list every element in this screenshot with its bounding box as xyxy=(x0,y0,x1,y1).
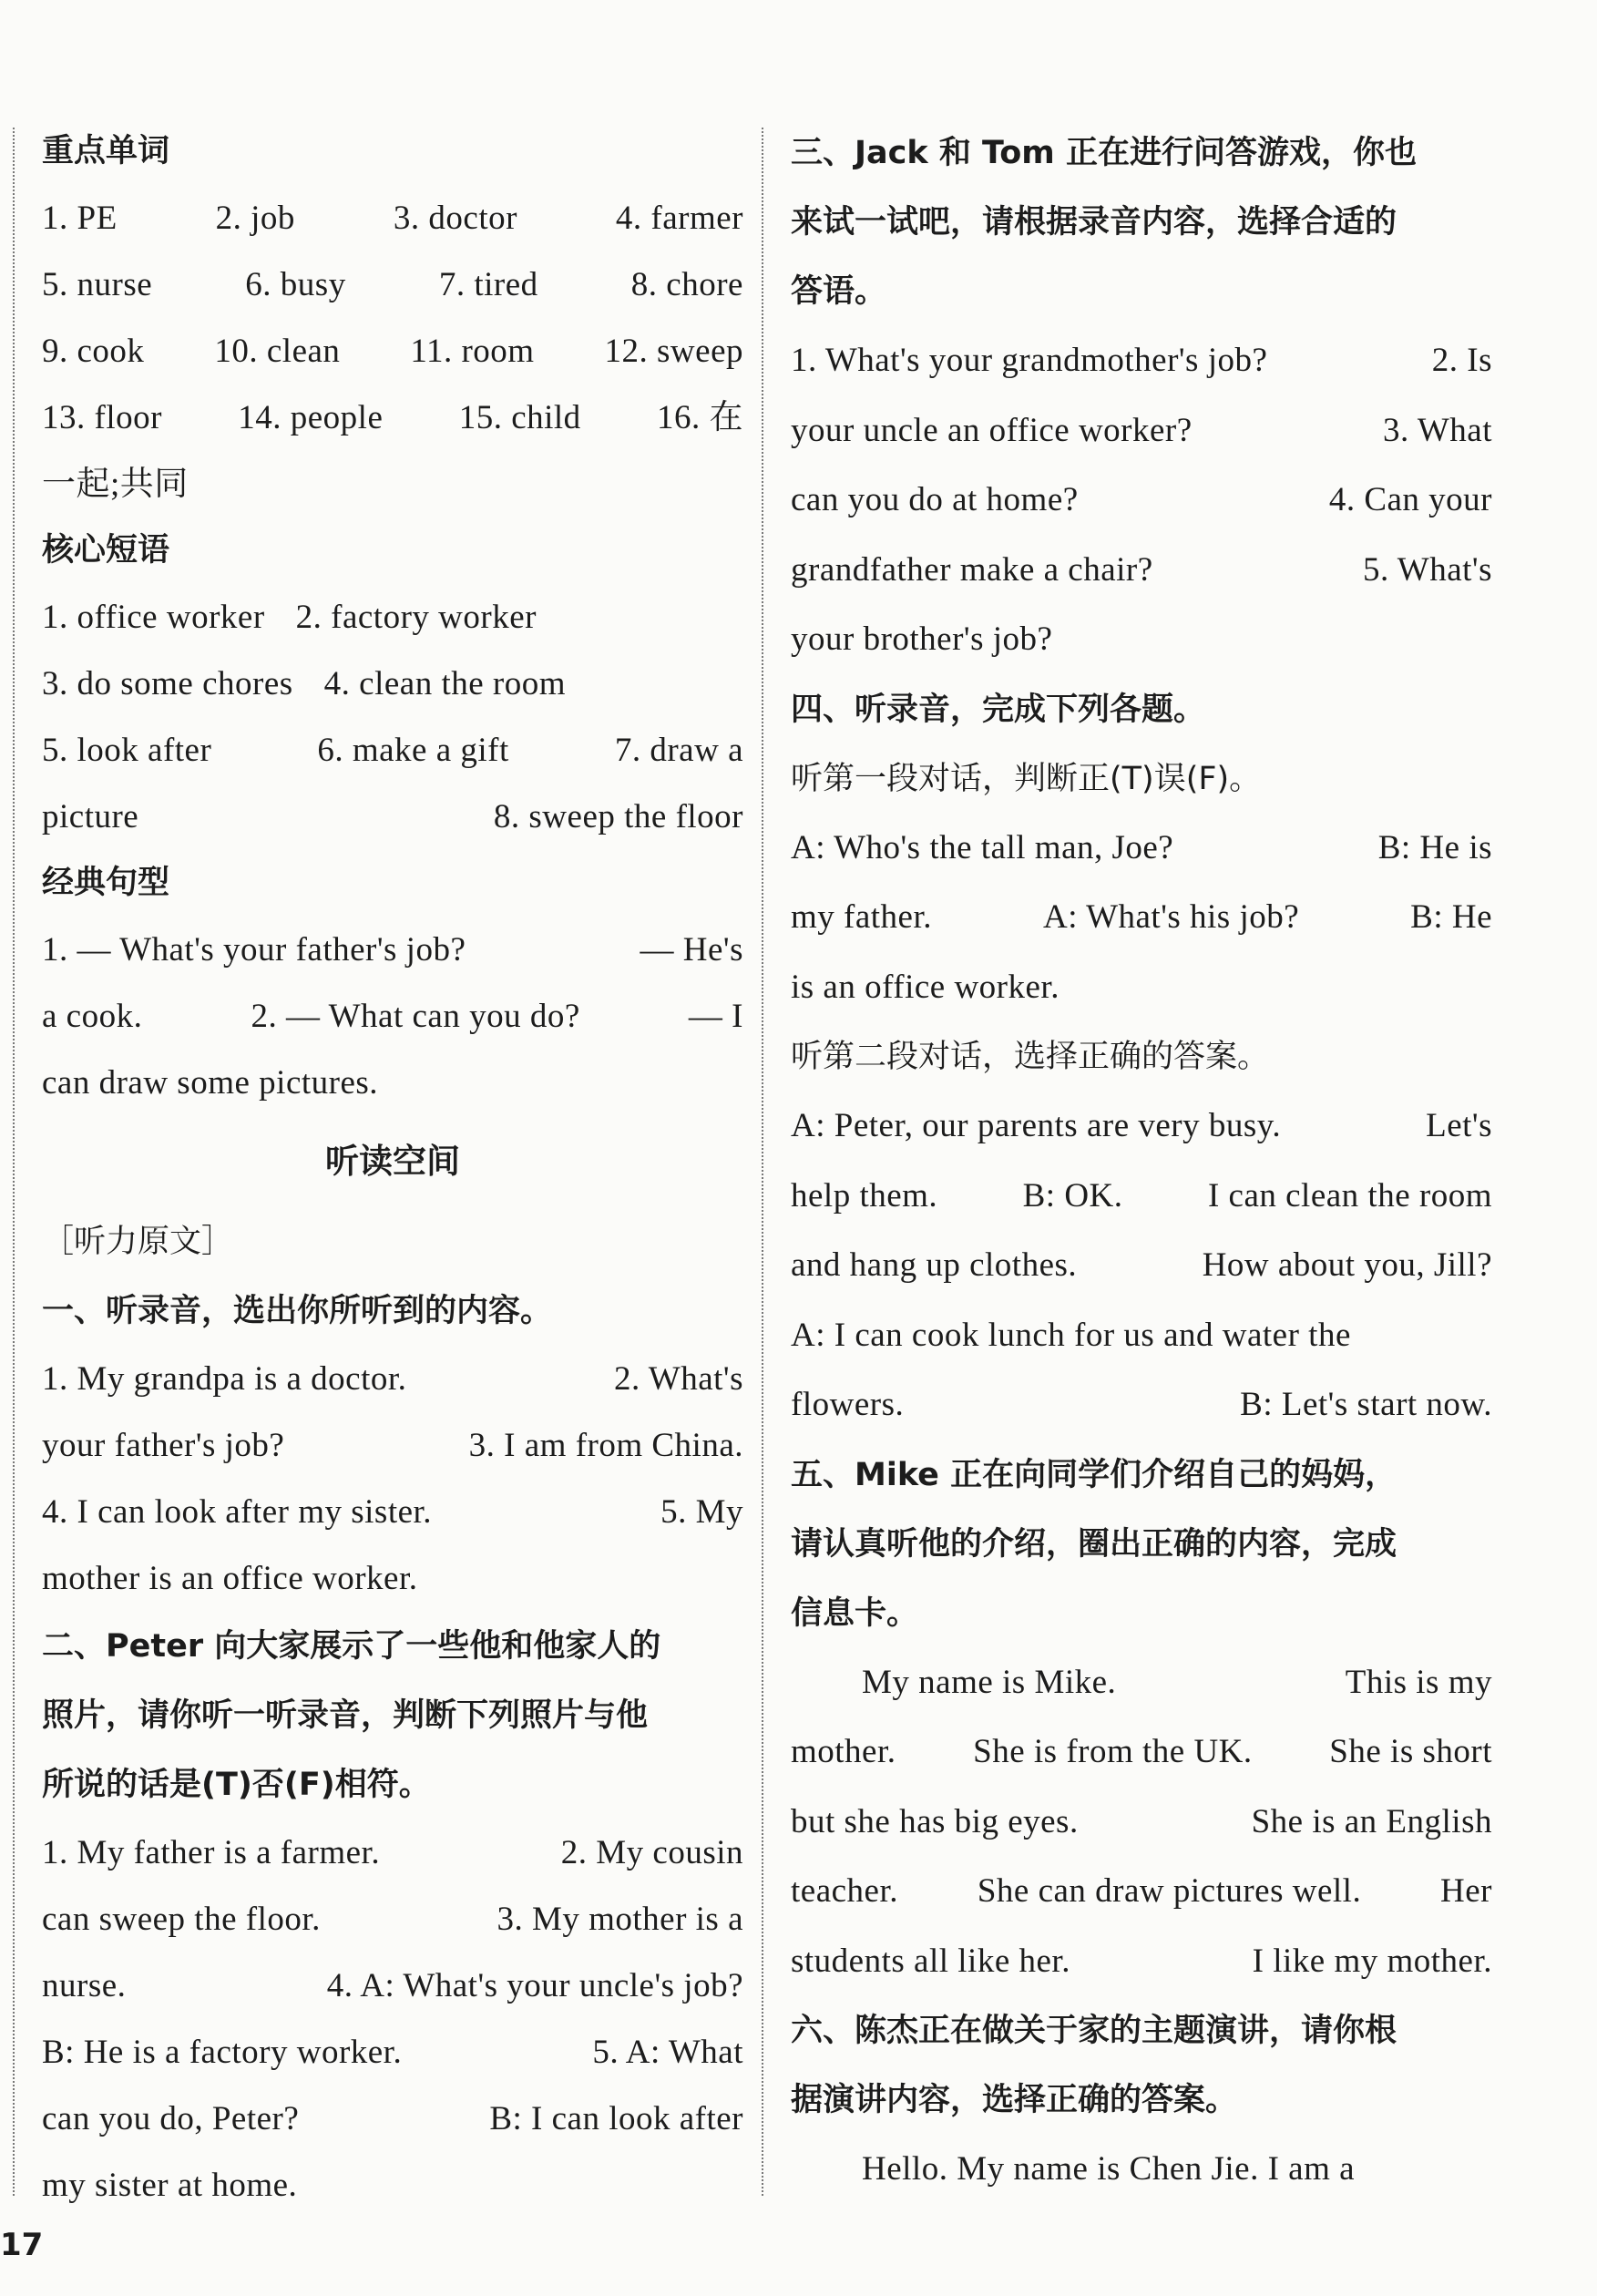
question-2-title-line: 照片，请你听一听录音，判断下列照片与他 xyxy=(42,1697,649,1734)
q4-dialogue-1-line xyxy=(791,814,1492,884)
q1-line xyxy=(42,1479,743,1545)
q4-dialogue-2-line-part: B: OK. xyxy=(1022,1176,1123,1215)
q4-dialogue-1-line xyxy=(791,883,1492,953)
q2-line xyxy=(42,2019,743,2086)
q4-dialogue-2-line-part: A: Peter, our parents are very busy. xyxy=(791,1107,1282,1144)
q2-line-part: nurse. xyxy=(42,1967,127,2004)
q2-line-part: can you do, Peter? xyxy=(42,2100,300,2137)
q3-line xyxy=(791,396,1492,466)
question-2-title-line: 二、Peter 向大家展示了一些他和他家人的 xyxy=(42,1628,661,1665)
phrase-row-part: 3. do some chores xyxy=(42,665,293,702)
q4-dialogue-2-line xyxy=(791,1162,1492,1232)
q2-line-part: 2. My cousin xyxy=(560,1834,743,1871)
q1-line-part: 3. I am from China. xyxy=(468,1427,743,1464)
phrase-row xyxy=(42,584,743,651)
question-2-title-line: 所说的话是(T)否(F)相符。 xyxy=(42,1767,431,1803)
page-number: 17 xyxy=(0,2227,44,2263)
question-5-title-line: 五、Mike 正在向同学们介绍自己的妈妈， xyxy=(791,1456,1397,1493)
heading-core-phrases: 核心短语 xyxy=(42,532,170,569)
q5-line-part: but she has big eyes. xyxy=(791,1802,1079,1840)
word-row-part: 14. people xyxy=(238,399,384,436)
q5-line-part: She is an English xyxy=(1251,1802,1492,1840)
word-row-part: 5. nurse xyxy=(42,266,153,303)
q5-line-part: mother. xyxy=(791,1733,896,1770)
q2-line xyxy=(42,2086,743,2152)
q1-line-part: 1. My grandpa is a doctor. xyxy=(42,1360,407,1398)
sentence-row-part: 1. — What's your father's job? xyxy=(42,931,466,969)
q2-line-part: B: I can look after xyxy=(489,2100,743,2137)
q5-line-part: She can draw pictures well. xyxy=(977,1872,1362,1910)
q5-line xyxy=(791,1717,1492,1788)
question-3-title-line: 三、Jack 和 Tom 正在进行问答游戏，你也 xyxy=(791,135,1417,171)
q5-line xyxy=(791,1648,1492,1718)
heading-sentence-patterns: 经典句型 xyxy=(42,865,170,901)
q5-line xyxy=(791,1927,1492,1997)
q3-line-part: can you do at home? xyxy=(791,481,1079,518)
word-row xyxy=(42,251,743,318)
question-1-title: 一、听录音，选出你所听到的内容。 xyxy=(42,1293,553,1329)
word-row-part: 4. farmer xyxy=(615,200,743,237)
word-row-part: 10. clean xyxy=(214,333,341,370)
question-5-title-line: 信息卡。 xyxy=(791,1594,919,1632)
left-margin-divider xyxy=(13,128,15,2196)
word-row-part: 9. cook xyxy=(42,333,145,370)
q2-line-part: B: He is a factory worker. xyxy=(42,2034,403,2071)
q5-line-part: My name is Mike. xyxy=(862,1663,1117,1701)
q4-dialogue-2-line-part: B: Let's start now. xyxy=(1240,1386,1492,1423)
question-5-title-line: 请认真听他的介绍，圈出正确的内容，完成 xyxy=(791,1525,1397,1563)
q2-line-part: can sweep the floor. xyxy=(42,1901,321,1938)
question-4-sub-2: 听第二段对话，选择正确的答案。 xyxy=(791,1039,1270,1075)
q4-dialogue-2-line xyxy=(791,1092,1492,1162)
q3-line-part: grandfather make a chair? xyxy=(791,550,1153,589)
q5-line-part: She is from the UK. xyxy=(973,1733,1253,1770)
phrase-row-part: 8. sweep the floor xyxy=(493,798,743,835)
sentence-row xyxy=(42,983,743,1050)
q4-dialogue-1-line-part: is an office worker. xyxy=(791,968,1060,1006)
question-4-title: 四、听录音，完成下列各题。 xyxy=(791,691,1206,728)
q1-line-part: your father's job? xyxy=(42,1427,285,1464)
q2-line-part: 3. My mother is a xyxy=(497,1901,743,1938)
column-divider xyxy=(762,128,763,2196)
word-row-part: 13. floor xyxy=(42,399,162,436)
q4-dialogue-2-line-part: How about you, Jill? xyxy=(1202,1246,1492,1284)
q4-dialogue-2-line-part: help them. xyxy=(791,1176,938,1215)
word-row xyxy=(42,384,743,451)
phrase-row-part: 6. make a gift xyxy=(317,732,509,769)
q4-dialogue-1-line xyxy=(791,953,1492,1023)
q5-line xyxy=(791,1857,1492,1927)
q4-dialogue-2-line-part: flowers. xyxy=(791,1386,905,1423)
q4-dialogue-2-line xyxy=(791,1370,1492,1440)
q3-line xyxy=(791,326,1492,396)
word-row-part: 3. doctor xyxy=(393,200,517,237)
word-row-part: 7. tired xyxy=(438,266,538,303)
sentence-row xyxy=(42,917,743,983)
q5-line xyxy=(791,1788,1492,1858)
q3-line-part: your brother's job? xyxy=(791,620,1053,658)
q3-line-part: your uncle an office worker? xyxy=(791,411,1193,449)
sentence-row-part: a cook. xyxy=(42,998,143,1035)
q4-dialogue-1-line-part: A: Who's the tall man, Joe? xyxy=(791,828,1174,866)
q4-dialogue-2-line xyxy=(791,1231,1492,1301)
q1-line xyxy=(42,1346,743,1412)
word-row-part: 16. 在 xyxy=(656,399,743,436)
word-row xyxy=(42,318,743,384)
sentence-row-part: — He's xyxy=(640,931,743,969)
word-row xyxy=(42,185,743,251)
phrase-row-part: 2. factory worker xyxy=(295,599,537,636)
q1-line xyxy=(42,1412,743,1479)
phrase-row-part: 5. look after xyxy=(42,732,212,769)
q5-line-part: I like my mother. xyxy=(1252,1942,1492,1980)
q3-line-part: 4. Can your xyxy=(1328,481,1492,518)
word-row-part: 15. child xyxy=(458,399,581,436)
sentence-row-part: can draw some pictures. xyxy=(42,1064,379,1102)
phrase-row-part: 1. office worker xyxy=(42,599,265,636)
q2-line-part: 4. A: What's your uncle's job? xyxy=(326,1967,743,2004)
q2-line xyxy=(42,1819,743,1886)
phrase-row-part: 7. draw a xyxy=(614,732,743,769)
q4-dialogue-2-line-part: and hang up clothes. xyxy=(791,1246,1078,1284)
phrase-row xyxy=(42,784,743,850)
q5-line-part: students all like her. xyxy=(791,1942,1070,1980)
phrase-row xyxy=(42,717,743,784)
q2-line-part: my sister at home. xyxy=(42,2167,298,2204)
q2-line-part: 5. A: What xyxy=(592,2034,743,2071)
q4-dialogue-2-line-part: A: I can cook lunch for us and water the xyxy=(791,1316,1351,1354)
heading-key-words: 重点单词 xyxy=(42,133,170,169)
sentence-row xyxy=(42,1050,743,1116)
q1-line-part: 5. My xyxy=(660,1493,743,1531)
q4-dialogue-1-line-part: my father. xyxy=(791,898,933,936)
word-row-part: 8. chore xyxy=(630,266,743,303)
q4-dialogue-2-line-part: Let's xyxy=(1426,1107,1492,1144)
q3-line-part: 5. What's xyxy=(1362,550,1492,589)
q2-line xyxy=(42,1886,743,1953)
sentence-row-part: 2. — What can you do? xyxy=(251,998,580,1035)
q3-line xyxy=(791,536,1492,606)
q2-line xyxy=(42,2152,743,2219)
word-row-part: 12. sweep xyxy=(604,333,743,370)
right-column xyxy=(791,118,1492,2205)
q6-line: Hello. My name is Chen Jie. I am a xyxy=(862,2150,1356,2188)
q5-line-part: She is short xyxy=(1329,1733,1492,1770)
q4-dialogue-2-line-part: I can clean the room xyxy=(1207,1176,1492,1215)
q4-dialogue-1-line-part: B: He xyxy=(1410,898,1492,936)
q5-line-part: Her xyxy=(1440,1872,1492,1910)
phrase-row xyxy=(42,651,743,717)
q3-line-part: 1. What's your grandmother's job? xyxy=(791,342,1268,379)
q1-line-part: 2. What's xyxy=(613,1360,743,1398)
q3-line-part: 3. What xyxy=(1383,411,1492,449)
section-title: 听读空间 xyxy=(325,1142,460,1181)
question-6-title-line: 六、陈杰正在做关于家的主题演讲，请你根 xyxy=(791,2013,1397,2049)
word-row-part: 6. busy xyxy=(245,266,346,303)
left-column xyxy=(42,118,743,2219)
word-row-continuation: 一起;共同 xyxy=(42,466,189,503)
q3-line-part: 2. Is xyxy=(1431,342,1492,379)
question-3-title-line: 答语。 xyxy=(791,273,887,310)
question-6-title-line: 据演讲内容，选择正确的答案。 xyxy=(791,2082,1238,2118)
phrase-row-part: picture xyxy=(42,798,139,835)
q5-line-part: This is my xyxy=(1345,1663,1492,1701)
q5-line-part: teacher. xyxy=(791,1872,898,1910)
q1-line-part: 4. I can look after my sister. xyxy=(42,1493,433,1531)
sentence-row-part: — I xyxy=(688,998,743,1035)
q4-dialogue-2-line xyxy=(791,1301,1492,1371)
q2-line xyxy=(42,1953,743,2019)
word-row-part: 1. PE xyxy=(42,200,118,237)
q4-dialogue-1-line-part: A: What's his job? xyxy=(1043,898,1300,936)
q1-line xyxy=(42,1545,743,1612)
word-row-part: 2. job xyxy=(215,200,295,237)
question-4-sub-1: 听第一段对话，判断正(T)误(F)。 xyxy=(791,760,1262,797)
q4-dialogue-1-line-part: B: He is xyxy=(1377,828,1492,866)
q1-line-part: mother is an office worker. xyxy=(42,1560,418,1597)
listening-script-label: ［听力原文］ xyxy=(42,1224,234,1260)
q3-line xyxy=(791,605,1492,675)
question-3-title-line: 来试一试吧，请根据录音内容，选择合适的 xyxy=(791,204,1397,241)
phrase-row-part: 4. clean the room xyxy=(323,665,567,702)
q2-line-part: 1. My father is a farmer. xyxy=(42,1834,381,1871)
word-row-part: 11. room xyxy=(410,333,535,370)
q3-line xyxy=(791,466,1492,536)
